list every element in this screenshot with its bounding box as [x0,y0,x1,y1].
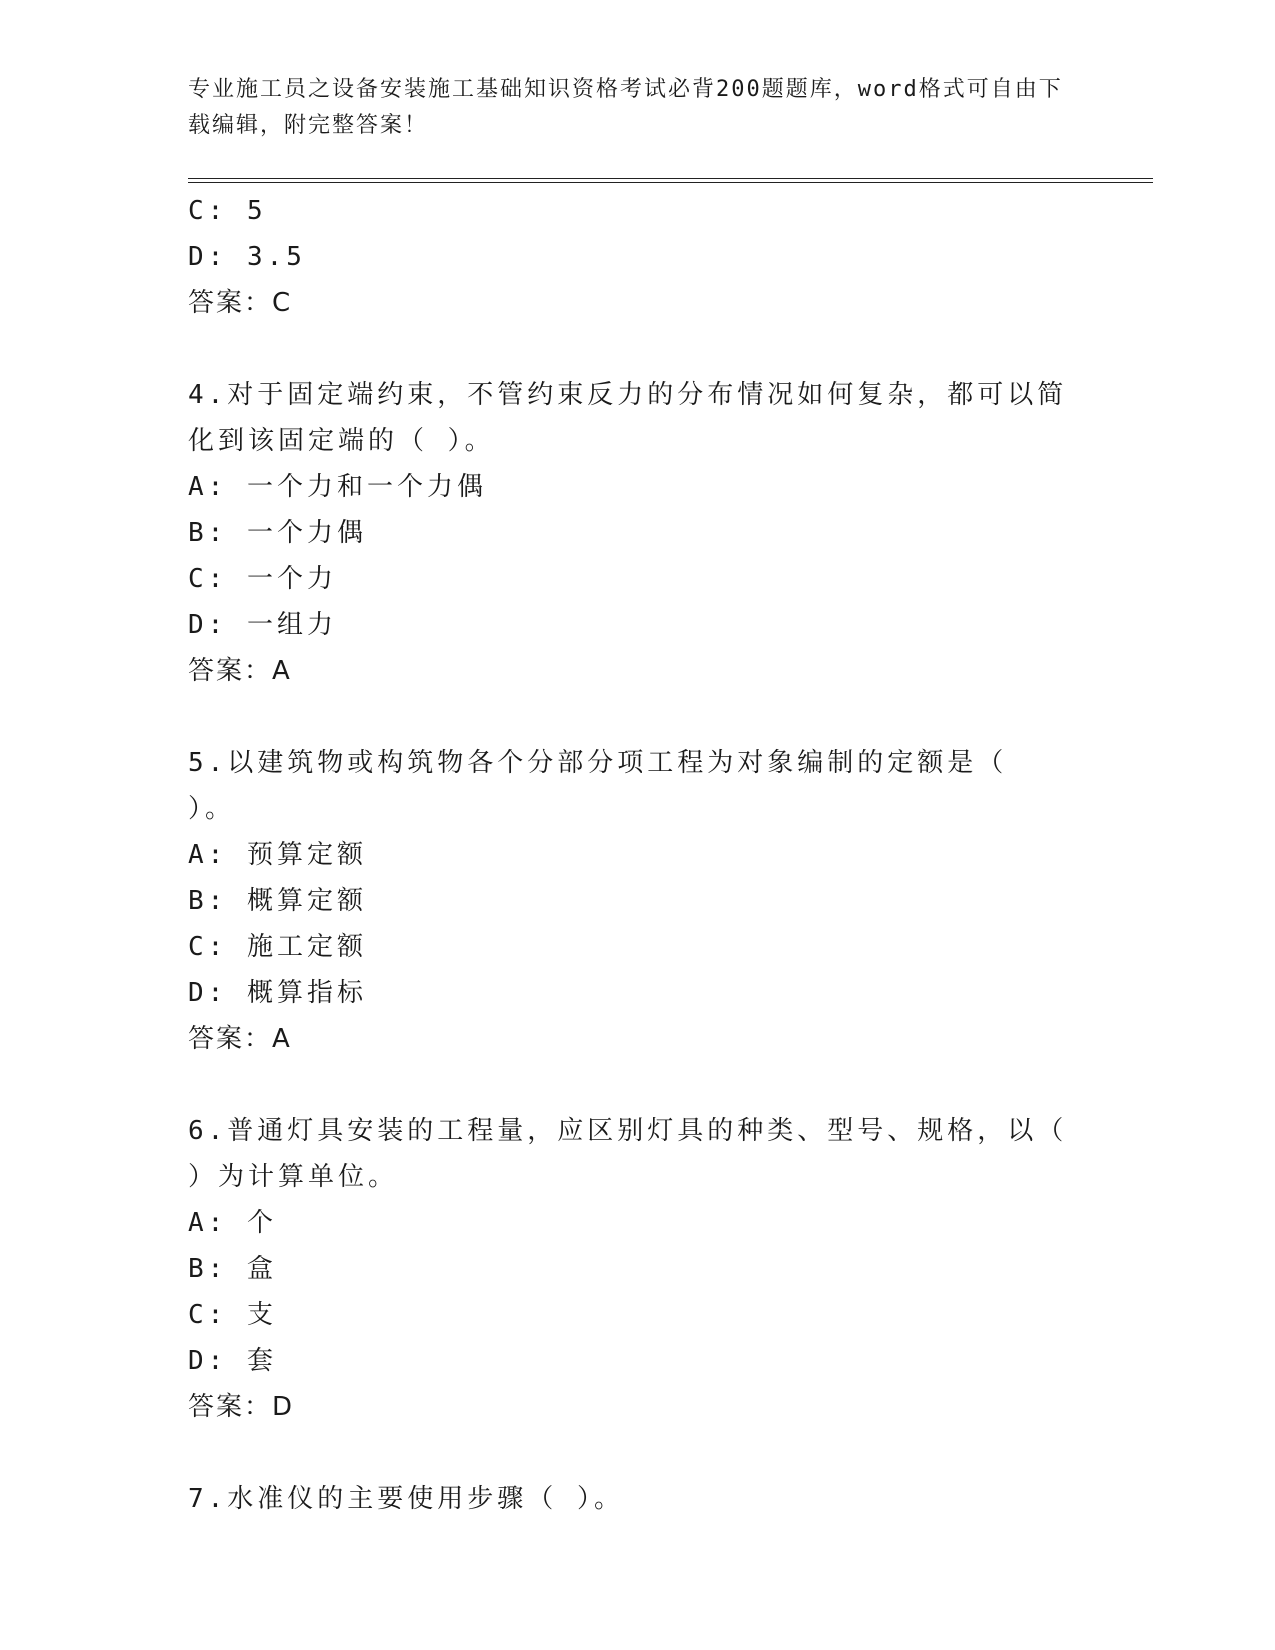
option-d: D: 套 [188,1346,277,1376]
header-rule-bottom [188,182,1153,183]
option-a: A: 预算定额 [188,840,367,870]
option-d: D: 3.5 [188,242,306,272]
document-header: 专业施工员之设备安装施工基础知识资格考试必背200题题库，word格式可自由下载编辑，附完整答案！ [188,77,1063,138]
question-stem: 7.水准仪的主要使用步骤（ ）。 [188,1484,624,1514]
question-6 [188,1108,1068,1430]
option-c: C: 施工定额 [188,932,367,962]
option-a: A: 一个力和一个力偶 [188,472,487,502]
answer: 答案：A [188,656,292,686]
question-stem: 5.以建筑物或构筑物各个分部分项工程为对象编制的定额是（ ）。 [188,748,1008,824]
answer: 答案：C [188,288,293,318]
question-stem: 4.对于固定端约束，不管约束反力的分布情况如何复杂，都可以简化到该固定端的（ ）。 [188,380,1068,456]
question-stem: 6.普通灯具安装的工程量，应区别灯具的种类、型号、规格，以（ ）为计算单位。 [188,1116,1068,1192]
option-b: B: 概算定额 [188,886,367,916]
option-c: C: 5 [188,196,267,226]
option-b: B: 盒 [188,1254,277,1284]
answer: 答案：A [188,1024,292,1054]
option-c: C: 支 [188,1300,277,1330]
option-d: D: 概算指标 [188,978,367,1008]
answer: 答案：D [188,1392,295,1422]
question-5 [188,740,1068,1062]
option-c: C: 一个力 [188,564,337,594]
header-rule-top [188,178,1153,179]
option-a: A: 个 [188,1208,277,1238]
option-d: D: 一组力 [188,610,337,640]
question-3-continued [188,188,1068,326]
question-4 [188,372,1068,694]
option-b: B: 一个力偶 [188,518,367,548]
question-list [188,188,1068,1522]
question-7 [188,1476,1068,1522]
